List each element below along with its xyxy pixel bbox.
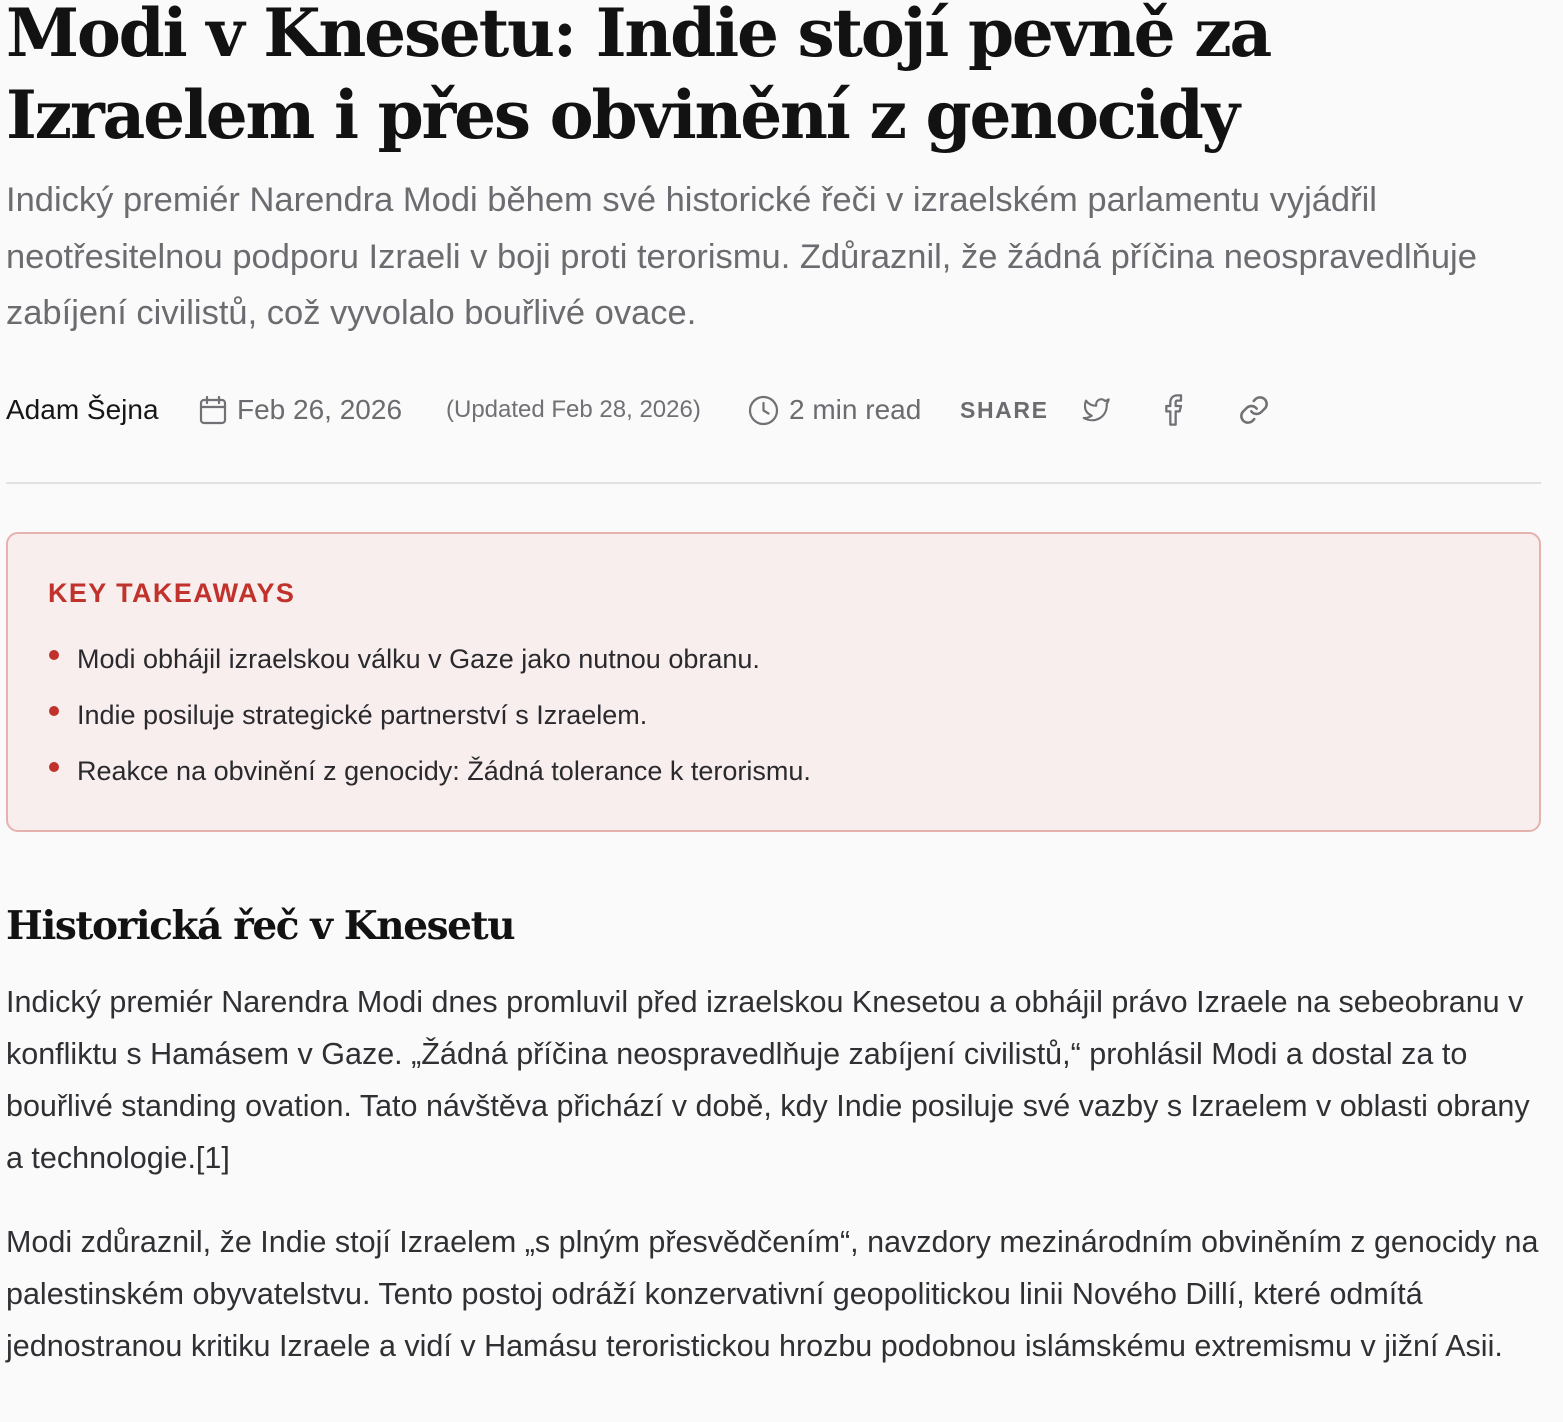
body-paragraph: Modi zdůraznil, že Indie stojí Izraelem „s plným přesvědčením“, navzdory mezinárodním obviněním z genocidy na palestinském obyvatelstvu. Tento postoj odráží konzervativní geopolitickou linii Nového Dillí, které odmítá jednostranou kritiku Izraele a vidí v Hamásu teroristickou hrozbu podobnou islámskému extremismu v jižní Asii. xyxy=(6,1225,1539,1363)
calendar-icon xyxy=(199,388,229,432)
key-takeaways-box xyxy=(6,532,1541,832)
list-item xyxy=(48,638,811,694)
publish-date: Feb 26, 2026 xyxy=(237,394,403,425)
twitter-icon[interactable] xyxy=(1078,388,1112,432)
bullet-dot-icon xyxy=(49,706,59,716)
bullet-dot-icon xyxy=(49,762,59,772)
meta-divider xyxy=(6,482,1541,484)
facebook-icon[interactable] xyxy=(1162,388,1190,432)
article-headline: Modi v Knesetu: Indie stojí pevně za Izraelem i přes obvinění z genocidy xyxy=(6,0,1271,154)
article-dek: Indický premiér Narendra Modi během své historické řeči v izraelském parlamentu vyjádřil neotřesitelnou podporu Izraeli v boji proti terorismu. Zdůraznil, že žádná příčina neospravedlňuje zabíjení civilistů, což vyvolalo bouřlivé ovace. xyxy=(6,181,1477,332)
takeaway-text: Indie posiluje strategické partnerství s Izraelem. xyxy=(77,700,648,730)
clock-icon xyxy=(748,388,780,432)
takeaway-text: Reakce na obvinění z genocidy: Žádná tolerance k terorismu. xyxy=(77,756,811,786)
section-heading: Historická řeč v Knesetu xyxy=(6,903,515,949)
author-link[interactable]: Adam Šejna xyxy=(6,394,159,425)
list-item xyxy=(48,750,811,806)
key-takeaways-list xyxy=(48,638,811,806)
updated-date: (Updated Feb 28, 2026) xyxy=(446,396,701,423)
list-item xyxy=(48,694,811,750)
read-time: 2 min read xyxy=(789,394,922,425)
share-label: SHARE xyxy=(960,396,1049,423)
body-paragraph: Indický premiér Narendra Modi dnes promluvil před izraelskou Knesetou a obhájil právo Izraele na sebeobranu v konfliktu s Hamásem v Gaze. „Žádná příčina neospravedlňuje zabíjení civilistů,“ prohlásil Modi a dostal za to bouřlivé standing ovation. Tato návštěva přichází v době, kdy Indie posiluje své vazby s Izraelem v oblasti obrany a technologie.[1] xyxy=(6,985,1530,1175)
link-icon[interactable] xyxy=(1238,388,1272,432)
bullet-dot-icon xyxy=(49,650,59,660)
takeaway-text: Modi obhájil izraelskou válku v Gaze jako nutnou obranu. xyxy=(77,644,760,674)
article-meta xyxy=(6,388,1541,432)
key-takeaways-title: KEY TAKEAWAYS xyxy=(48,578,296,608)
